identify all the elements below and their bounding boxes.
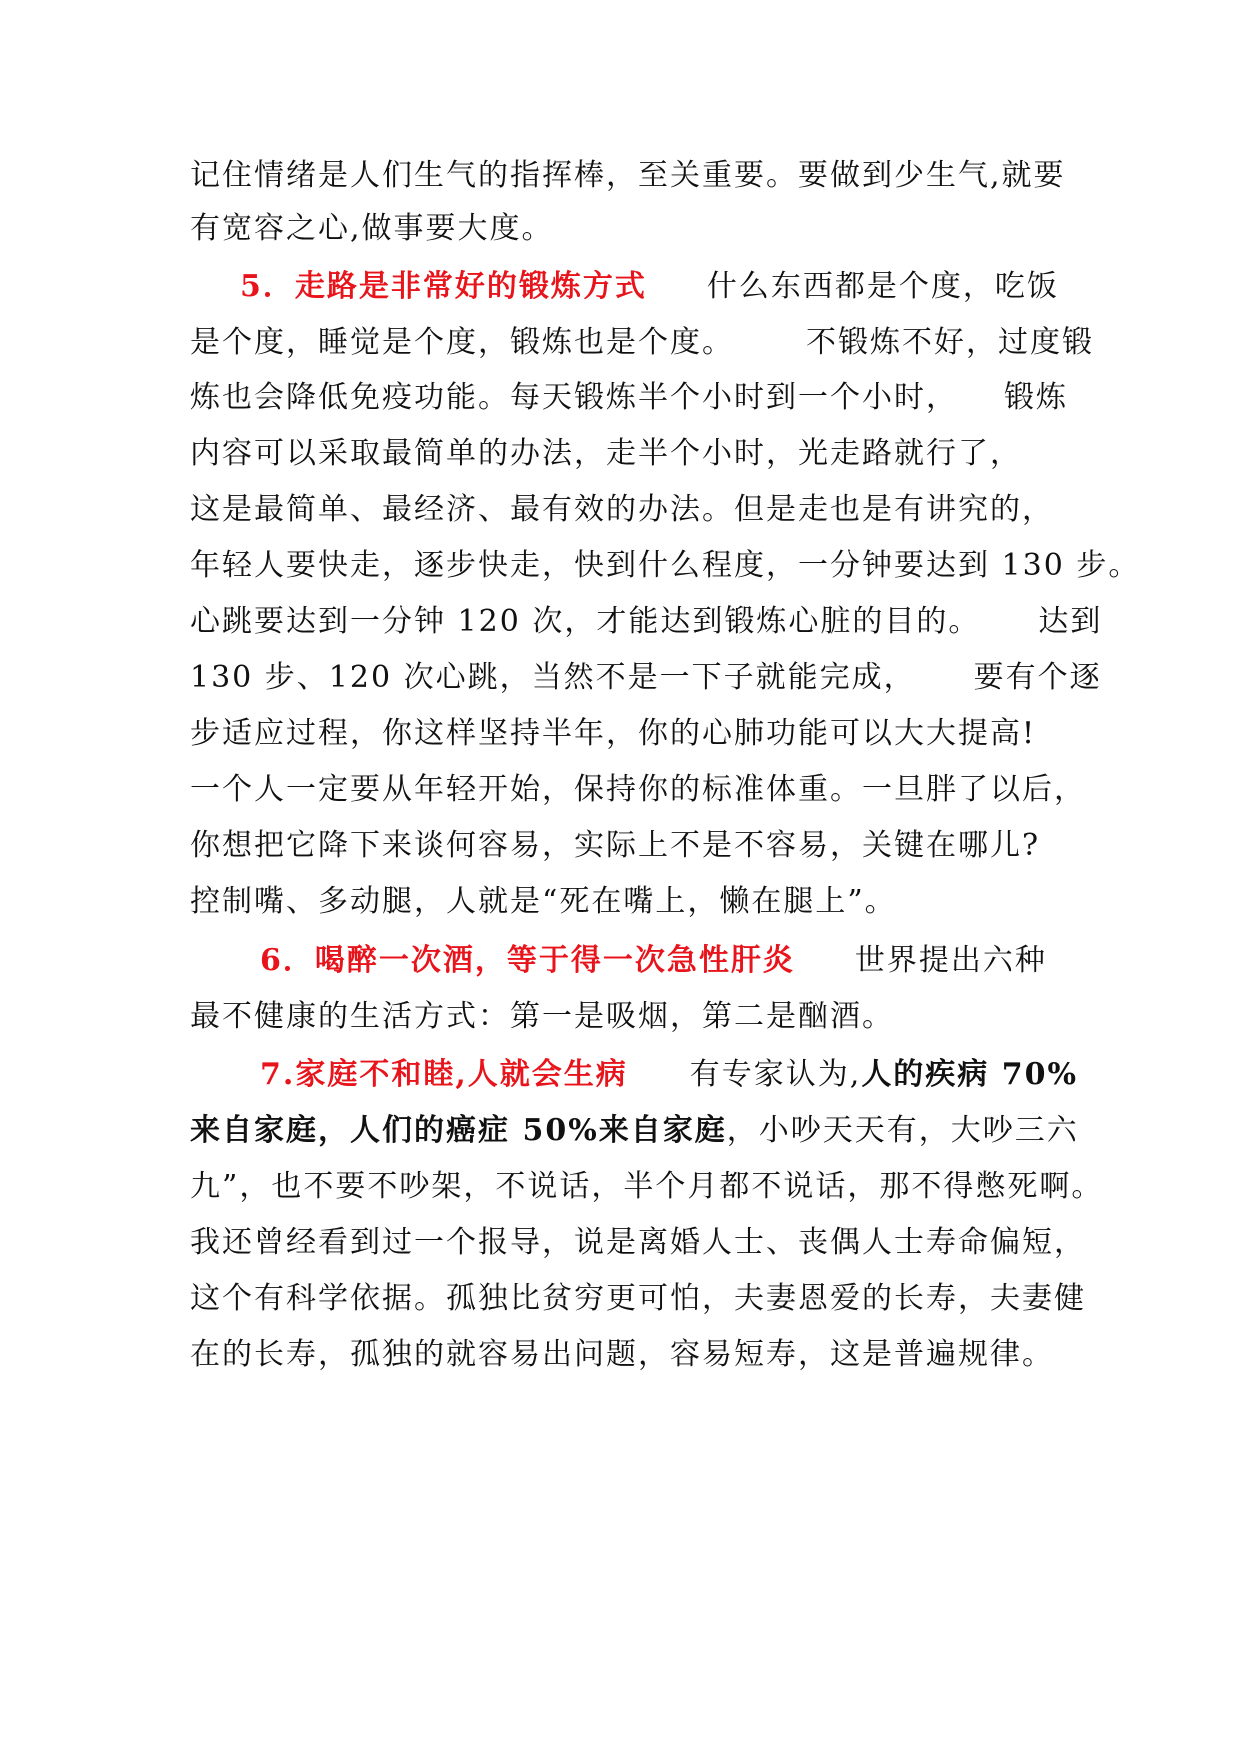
bold-text-run: 来自家庭，人们的癌症 50%来自家庭 xyxy=(190,1113,727,1148)
paragraph-line xyxy=(190,1335,1054,1375)
paragraph-line xyxy=(190,546,1140,586)
text-run: 什么东西都是个度，吃饭 xyxy=(706,269,1059,304)
text-run: 是个度，睡觉是个度，锻炼也是个度。 xyxy=(190,325,734,360)
paragraph-line xyxy=(190,490,1054,530)
text-run: 最不健康的生活方式：第一是吸烟，第二是酗酒。 xyxy=(190,999,894,1034)
text-run: 炼也会降低免疫功能。每天锻炼半个小时到一个小时， xyxy=(190,380,958,415)
paragraph-line xyxy=(190,826,1040,866)
section-6-line xyxy=(260,941,1047,981)
text-run: 在的长寿，孤独的就容易出问题，容易短寿，这是普遍规律。 xyxy=(190,1337,1054,1372)
paragraph-line xyxy=(190,434,1022,474)
text-run: 步适应过程，你这样坚持半年，你的心肺功能可以大大提高! xyxy=(190,716,1037,751)
text-run: 九”，也不要不吵架，不说话，半个月都不说话，那不得憋死啊。 xyxy=(190,1169,1104,1204)
paragraph-line xyxy=(190,602,1102,642)
section-5-line xyxy=(240,267,1059,307)
section-7-line xyxy=(260,1055,1078,1095)
paragraph-line xyxy=(190,1279,1086,1319)
paragraph-line xyxy=(190,1167,1103,1207)
paragraph-line xyxy=(190,714,1036,754)
paragraph-line xyxy=(190,997,894,1037)
text-run: 你想把它降下来谈何容易，实际上不是不容易，关键在哪儿? xyxy=(190,828,1041,863)
paragraph-line xyxy=(190,770,1086,810)
text-run: 这是最简单、最经济、最有效的办法。但是走也是有讲究的， xyxy=(190,492,1054,527)
text-run: ，小吵天天有，大吵三六 xyxy=(726,1113,1079,1148)
text-run: 这个有科学依据。孤独比贫穷更可怕，夫妻恩爱的长寿，夫妻健 xyxy=(190,1281,1086,1316)
paragraph-line xyxy=(190,658,1102,698)
text-run: 一个人一定要从年轻开始，保持你的标准体重。一旦胖了以后， xyxy=(190,772,1086,807)
text-run: 记住情绪是人们生气的指挥棒，至关重要。要做到少生气,就要 xyxy=(190,158,1066,193)
paragraph-line xyxy=(190,209,554,249)
paragraph-line xyxy=(190,1223,1086,1263)
text-run: 有专家认为, xyxy=(689,1057,862,1092)
text-run: 心跳要达到一分钟 120 次，才能达到锻炼心脏的目的。 xyxy=(190,604,981,639)
text-run: 要有个逐 xyxy=(973,660,1102,695)
paragraph-line xyxy=(190,378,1068,418)
section-heading-7: 7.家庭不和睦,人就会生病 xyxy=(260,1057,628,1092)
text-run: 内容可以采取最简单的办法，走半个小时，光走路就行了， xyxy=(190,436,1022,471)
paragraph-line xyxy=(190,882,897,922)
section-heading-6: 6．喝醉一次酒，等于得一次急性肝炎 xyxy=(260,943,795,978)
text-run: 控制嘴、多动腿，人就是“死在嘴上，懒在腿上”。 xyxy=(190,884,897,919)
text-run: 年轻人要快走，逐步快走，快到什么程度，一分钟要达到 130 步。 xyxy=(190,548,1141,583)
text-run: 130 步、120 次心跳，当然不是一下子就能完成， xyxy=(190,660,916,695)
paragraph-line xyxy=(190,323,1094,363)
text-run: 不锻炼不好，过度锻 xyxy=(806,325,1094,360)
text-run: 我还曾经看到过一个报导，说是离婚人士、丧偶人士寿命偏短， xyxy=(190,1225,1086,1260)
text-run: 达到 xyxy=(1038,604,1103,639)
bold-text-run: 人的疾病 70% xyxy=(861,1057,1079,1092)
section-heading-5: 5．走路是非常好的锻炼方式 xyxy=(240,269,647,304)
paragraph-line xyxy=(190,1111,1079,1151)
text-run: 有宽容之心,做事要大度。 xyxy=(190,211,554,246)
text-run: 锻炼 xyxy=(1004,380,1068,415)
text-run: 世界提出六种 xyxy=(854,943,1047,978)
paragraph-line xyxy=(190,156,1066,196)
